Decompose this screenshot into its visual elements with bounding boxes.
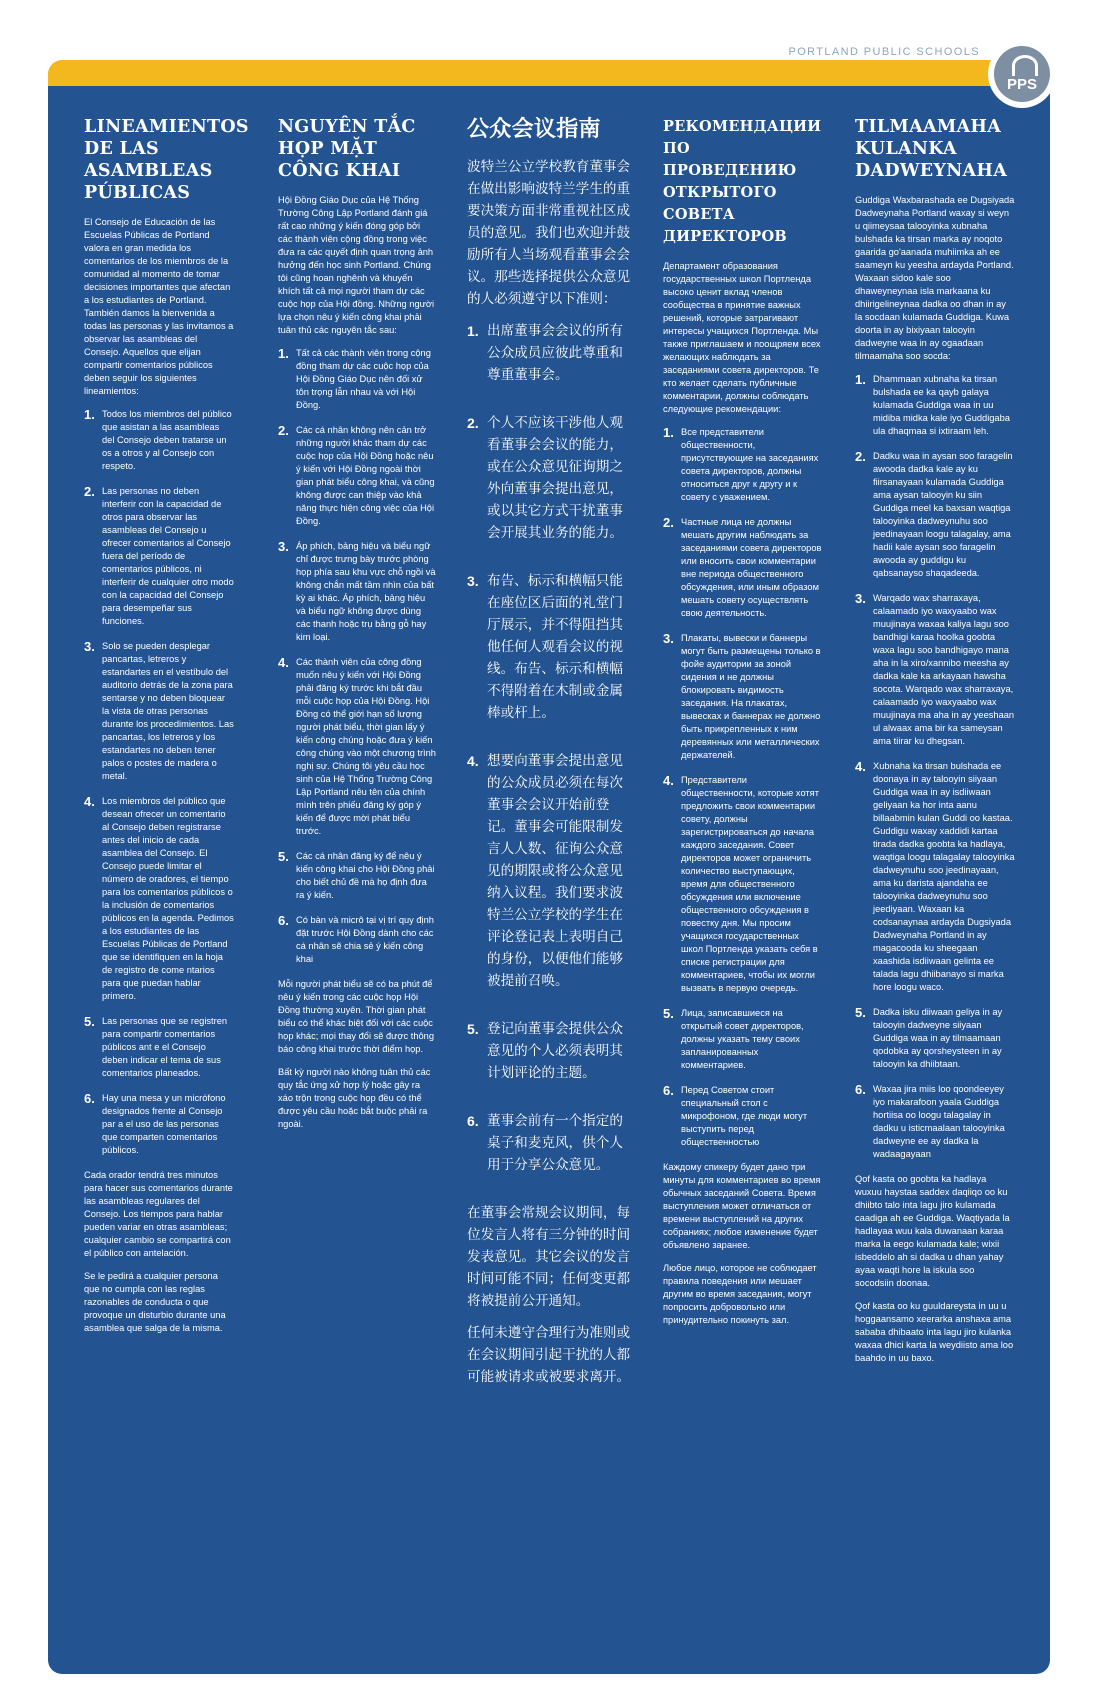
- rule-item: [663, 632, 823, 762]
- column-title: РЕКОМЕНДАЦИИ ПО ПРОВЕДЕНИЮ ОТКРЫТОГО СОВЕТА ДИРЕКТОРОВ: [663, 118, 822, 245]
- closing-paragraph: Qof kasta oo goobta ka hadlaya wuxuu haystaa saddex daqiiqo oo ku dhiibto talo inta lagu jiro kulamada caadiga ah ee Guddiga. Waqtiyada la hadlayaa wuu kala duwanaan karaa marka la eego kulamada kale; wixii isbeddelo ah si dadka u dhan yahay ayaa waqti hore la iskula soo socodsiin doonaa.: [855, 1174, 1010, 1288]
- rule-item: [663, 1084, 823, 1149]
- closing-paragraph: Каждому спикеру будет дано три минуты для комментариев во время обычных заседаний Совета. Время выступления может отличаться от времени выступлений на других собраниях; любое изменение будет объявлено заранее.: [663, 1162, 821, 1250]
- org-name: PORTLAND PUBLIC SCHOOLS: [788, 46, 980, 58]
- column-somali: [855, 116, 1015, 1375]
- logo-swirl-icon: [1012, 55, 1038, 76]
- rule-item: [84, 485, 234, 628]
- rule-item: [855, 450, 1015, 580]
- rule-text: Các thành viên của công đồng muốn nêu ý kiến với Hội Đồng phải đăng ký trước khi bắt đầu mỗi cuộc họp của Hội Đồng. Hội Đồng có thể giới hạn số lượng người phát biểu, thời gian lấy ý kiến công chúng hoặc đưa ý kiến công chúng vào một chương trình nghị sự. Chúng tôi yêu cầu học sinh của Hệ Thống Trường Công Lập Portland nêu tên của chính mình trên phiếu đăng ký góp ý kiến để được mời phát biểu trước.: [296, 657, 436, 836]
- column-title: NGUYÊN TẮC HỌP MẶT CÔNG KHAI: [278, 117, 416, 181]
- rule-text: Waxaa jira miis loo qoondeeyey iyo makarafoon yaala Guddiga hortiisa oo loogu talagalay in dadku u isticmaalaan talooyinka dadweyne ee ay dadka la wadaagayaan: [873, 1084, 1005, 1159]
- rule-item: [855, 1006, 1015, 1071]
- rule-text: Представители общественности, которые хотят предложить свои комментарии совету, должны зарегистрироваться до начала каждого заседания. Совет директоров может ограничить количество выступающих, время для общественного обсуждения или включение общественного обсуждения в повестку дня. Мы просим учащихся государственных школ Портленда указать себя в списке регистрации для комментариев, чтобы их могли вызвать в первую очередь.: [681, 775, 819, 993]
- rule-number: 1.: [663, 425, 674, 440]
- closing-paragraph: Qof kasta oo ku guuldareysta in uu u hoggaansamo xeerarka anshaxa ama sababa dhibaato inta lagu jiro kulanka waxaa dhici karta la weydiisto ama loo baahdo in uu baxo.: [855, 1301, 1014, 1363]
- rule-text: Все представители общественности, присутствующие на заседаниях совета директоров, должны относиться друг к другу и к совету с уважением.: [681, 427, 819, 502]
- rule-text: Tất cả các thành viên trong cộng đồng tham dự các cuộc họp của Hội Đồng Giáo Dục nên đối xử tôn trọng lẫn nhau và với Hội Đồng.: [296, 348, 431, 410]
- rule-number: 1.: [84, 407, 95, 422]
- rule-number: 1.: [467, 323, 479, 339]
- rule-text: Các cá nhân không nên cản trở những người khác tham dự các cuộc họp của Hội Đồng hoặc nêu ý kiến với Hội Đồng ngoài thời gian phát biểu công khai, và cũng không được can thiệp vào khả năng thực hiện công việc của Hội Đồng.: [296, 425, 435, 526]
- rule-item: [855, 373, 1015, 438]
- closing-paragraph: Bất kỳ người nào không tuân thủ các quy tắc ứng xử hợp lý hoặc gây ra xáo trộn trong cuộc họp đều có thể được yêu cầu hoặc bắt buộc phải ra ngoài.: [278, 1067, 431, 1129]
- rule-number: 5.: [84, 1014, 95, 1029]
- rule-item: [855, 760, 1015, 994]
- rule-text: 出席董事会会议的所有公众成员应彼此尊重和尊重董事会。: [487, 323, 623, 382]
- rule-number: 2.: [278, 423, 289, 438]
- logo-text: PPS: [1006, 76, 1037, 93]
- rule-item: [278, 347, 436, 412]
- rule-number: 1.: [855, 372, 866, 387]
- rules-list: [855, 373, 1015, 1161]
- rule-text: Hay una mesa y un micrófono designados frente al Consejo par a el uso de las personas que comparten comentarios públicos.: [102, 1093, 226, 1155]
- rule-text: Warqado wax sharraxaya, calaamado iyo waxyaabo wax muujinaya waxaa kaliya lagu soo bandhigi karaa hoolka goobta waxa lagu soo bandhigayo mana aha in la xiro/xannibo meesha ay dadka kale ka arkayaan hawsha socota. Warqado wax sharraxaya, calaamado iyo waxyaabo wax muujinaya ma aha in ay yeeshaan ul alwaax ama bir ka sameysan ama tiirar ku dhegsan.: [873, 593, 1015, 746]
- rule-number: 3.: [278, 539, 289, 554]
- rule-text: Перед Советом стоит специальный стол с микрофоном, где люди могут выступить перед общественностью: [681, 1085, 808, 1147]
- rule-text: Частные лица не должны мешать другим наблюдать за заседаниями совета директоров или вносить свои комментарии вне периода общественного обсуждения, или иным образом мешать совету осуществлять свою деятельность.: [681, 517, 822, 618]
- rule-text: Las personas que se registren para compartir comentarios públicos ant e el Consejo deben indicar el tema de sus comentarios planeados.: [102, 1016, 228, 1078]
- rule-item: [467, 412, 635, 544]
- pps-logo-mark: [994, 46, 1050, 102]
- rule-item: [467, 1110, 635, 1176]
- column-intro: 波特兰公立学校教育董事会在做出影响波特兰学生的重要决策方面非常重视社区成员的意见。我们也欢迎并鼓励所有人当场观看董事会会议。那些选择提供公众意见的人必须遵守以下准则：: [467, 159, 631, 306]
- rule-item: [663, 1007, 823, 1072]
- closing-paragraph: Mỗi người phát biểu sẽ có ba phút để nêu ý kiến trong các cuộc họp Hội Đồng thường xuyên. Thời gian phát biểu có thể khác biệt đối với các cuộc họp khác; mọi thay đổi sẽ được thông báo công khai trước thời điểm họp.: [278, 979, 434, 1054]
- rule-text: 登记向董事会提供公众意见的个人必须表明其计划评论的主题。: [487, 1021, 623, 1080]
- rule-text: Dadka isku diiwaan geliya in ay talooyin dadweyne siiyaan Guddiga waa in ay tilmaamaan qodobka ay qorsheysteen in ay talooyin ka dhiibtaan.: [873, 1007, 1003, 1069]
- column-intro: Guddiga Waxbarashada ee Dugsiyada Dadweynaha Portland waxay si weyn u qiimeysaa talooyinka xubnaha bulshada ka tirsan marka ay noqoto gaarida go'aanada muhiimka ah ee saameyn ku yeesha ardayda Portland. Waxaan sidoo kale soo dhaweyneynaa isla markaana ku dhiirigelineynaa dadka oo dhan in ay la socdaan kulamada Guddiga. Kuwa doorta in ay bixiyaan talooyin dadweyne waa in ay ogaadaan tilmaamaha soo socda:: [855, 195, 1015, 361]
- column-intro: El Consejo de Educación de las Escuelas Públicas de Portland valora en gran medida los comentarios de los miembros de la comunidad al momento de tomar decisiones importantes que afectan a los estudiantes de Portland. También damos la bienvenida a todas las personas y las invitamos a observar las asambleas del Consejo. Aquellos que elijan compartir comentarios públicos deben seguir los siguientes lineamientos:: [84, 217, 234, 396]
- rule-item: [855, 1083, 1015, 1161]
- rule-text: Solo se pueden desplegar pancartas, letreros y estandartes en el vestíbulo del auditorio detrás de la zona para sentarse y no deben bloquear la vista de otras personas durante los procedimientos. Las pancartas, los letreros y los estandartes no deben tener palos o postes de madera o metal.: [102, 641, 234, 781]
- column-russian: [663, 116, 823, 1337]
- rule-text: Плакаты, вывески и баннеры могут быть размещены только в фойе аудитории за зоной сидения и не должны блокировать видимость заседания. На плакатах, вывесках и баннерах не должно быть прикрепленных к ним деревянных или металлических держателей.: [681, 633, 821, 760]
- rule-text: Áp phích, bảng hiệu và biểu ngữ chỉ được trưng bày trước phòng họp phía sau khu vực chỗ ngồi và không chắn mất tầm nhìn của bất kỳ ai khác. Áp phích, bảng hiệu và biểu ngữ không được dùng các thanh hoặc trụ bằng gỗ hay kim loại.: [296, 541, 436, 642]
- pps-logo: [990, 42, 1054, 106]
- rule-number: 3.: [467, 573, 479, 589]
- column-title: TILMAAMAHA KULANKA DADWEYNAHA: [855, 117, 1008, 181]
- rule-number: 2.: [855, 449, 866, 464]
- rule-number: 5.: [855, 1005, 866, 1020]
- rule-number: 6.: [855, 1082, 866, 1097]
- rule-number: 6.: [278, 913, 289, 928]
- rule-item: [84, 1015, 234, 1080]
- rule-item: [663, 516, 823, 620]
- rule-item: [278, 656, 436, 838]
- rule-number: 4.: [855, 759, 866, 774]
- rule-text: Лица, записавшиеся на открытый совет директоров, должны указать тему своих запланированных комментариев.: [681, 1008, 804, 1070]
- rule-item: [278, 424, 436, 528]
- rule-number: 3.: [663, 631, 674, 646]
- rule-text: Dadku waa in aysan soo faragelin awooda dadka kale ay ku fiirsanayaan kulamada Guddiga ama aysan talooyin ku siin Guddiga meel ka baxsan waqtiga talooyinka dadweynuhu soo jeedinayaan loogu talagalay, ama hadii kale aysan soo faragelin awooda ay guddigu ku qabsanayso shaqadeeda.: [873, 451, 1013, 578]
- rule-item: [467, 1018, 635, 1084]
- rule-text: 布告、标示和横幅只能在座位区后面的礼堂门厅展示，并不得阻挡其他任何人观看会议的视线。布告、标示和横幅不得附着在木制或金属棒或杆上。: [487, 573, 623, 720]
- rule-item: [467, 320, 635, 386]
- column-title: 公众会议指南: [467, 117, 601, 142]
- rules-list: [278, 347, 436, 966]
- closing-paragraph: 任何未遵守合理行为准则或在会议期间引起干扰的人都可能被请求或被要求离开。: [467, 1325, 631, 1384]
- rule-item: [84, 640, 234, 783]
- rule-item: [663, 774, 823, 995]
- rule-item: [84, 408, 234, 473]
- rule-number: 2.: [84, 484, 95, 499]
- accent-bar: [48, 60, 1050, 88]
- rule-number: 5.: [278, 849, 289, 864]
- rule-number: 6.: [467, 1113, 479, 1129]
- column-chinese: [467, 116, 635, 1398]
- rule-number: 3.: [855, 591, 866, 606]
- rule-number: 6.: [84, 1091, 95, 1106]
- rules-list: [84, 408, 234, 1157]
- rule-text: 董事会前有一个指定的桌子和麦克风，供个人用于分享公众意见。: [487, 1113, 623, 1172]
- rule-item: [467, 570, 635, 724]
- rule-item: [855, 592, 1015, 748]
- rule-text: Xubnaha ka tirsan bulshada ee doonaya in ay talooyin siiyaan Guddiga waa in ay isdiiwaan geliyaan ka hor inta aanu billaabmin kulan Guddi oo kastaa. Guddigu waxay xaddidi kartaa tirada dadka goobta ka hadlaya, waqtiga loogu talagalay talooyinka dadweynuhu soo jeedinayaan, ama ku darista ajandaha ee talooyinka dadweynuhu soo jeediyaan. Waxaan ka codsanaynaa ardayda Dugsiyada Dadweynaha Portland in ay magacooda ku sheegaan xaashida isdiiwaan gelinta ee talada lagu dhiibanayo si marka hore loogu waco.: [873, 761, 1015, 992]
- rule-item: [663, 426, 823, 504]
- rules-list: [467, 320, 635, 1176]
- closing-paragraph: Любое лицо, которое не соблюдает правила поведения или мешает другим во время заседания, могут попросить добровольно или принудительно покинуть зал.: [663, 1263, 817, 1325]
- closing-paragraph: Cada orador tendrá tres minutos para hacer sus comentarios durante las asambleas regulares del Consejo. Los tiempos para hablar pueden variar en otras asambleas; cualquier cambio se compartirá con el público con antelación.: [84, 1170, 233, 1258]
- rule-item: [278, 850, 436, 902]
- rule-number: 1.: [278, 346, 289, 361]
- rule-number: 5.: [467, 1021, 479, 1037]
- column-intro: Hội Đồng Giáo Dục của Hệ Thống Trường Công Lập Portland đánh giá rất cao những ý kiến đóng góp bởi các thành viên cộng đồng trong việc đưa ra các quyết định quan trọng ảnh hưởng đến học sinh Portland. Chúng tôi cũng hoan nghênh và khuyến khích tất cả mọi người tham dự các cuộc họp của Hội đồng. Những người lựa chọn nêu ý kiến công khai phải tuân thủ các nguyên tắc sau:: [278, 195, 435, 335]
- rule-number: 3.: [84, 639, 95, 654]
- rule-item: [84, 1092, 234, 1157]
- column-intro: Департамент образования государственных школ Портленда высоко ценит вклад членов сообщества в принятие важных решений, которые затрагивают интересы учащихся Портленда. Мы также приглашаем и поощряем всех желающих наблюдать за заседаниями совета директоров. Те кто желает сделать публичные комментарии, должны соблюдать следующие рекомендации:: [663, 261, 821, 414]
- rule-item: [467, 750, 635, 992]
- column-vietnamese: [278, 116, 436, 1141]
- rule-item: [278, 540, 436, 644]
- rule-number: 5.: [663, 1006, 674, 1021]
- rule-text: Los miembros del público que desean ofrecer un comentario al Consejo deben registrarse antes del inicio de cada asamblea del Consejo. El Consejo puede limitar el número de oradores, el tiempo para los comentarios públicos o la inclusión de comentarios públicos en la agenda. Pedimos a los estudiantes de las Escuelas Públicas de Portland que se identifiquen en la hoja de registro de come ntarios para que puedan hablar primero.: [102, 796, 234, 1001]
- column-spanish: [84, 116, 249, 1345]
- rule-number: 2.: [663, 515, 674, 530]
- rule-number: 4.: [663, 773, 674, 788]
- rules-list: [663, 426, 823, 1149]
- column-title: LINEAMIENTOS DE LAS ASAMBLEAS PÚBLICAS: [84, 117, 249, 203]
- rule-text: Có bàn và micrô tại vị trí quy định đặt trước Hội Đồng dành cho các cá nhân sẽ chia sẻ ý kiến công khai: [296, 915, 434, 964]
- rule-text: Las personas no deben interferir con la capacidad de otros para observar las asambleas del Consejo u ofrecer comentarios al Consejo fuera del período de comentarios públicos, ni interferir de cualquier otro modo con la capacidad del Consejo para desempeñar sus funciones.: [102, 486, 234, 626]
- rule-number: 4.: [467, 753, 479, 769]
- rule-item: [84, 795, 234, 1003]
- rule-number: 6.: [663, 1083, 674, 1098]
- closing-paragraph: 在董事会常规会议期间，每位发言人将有三分钟的时间发表意见。其它会议的发言时间可能不同；任何变更都将被提前公开通知。: [467, 1205, 631, 1308]
- rule-text: 想要向董事会提出意见的公众成员必须在每次董事会会议开始前登记。董事会可能限制发言人人数、征询公众意见的期限或将公众意见纳入议程。我们要求波特兰公立学校的学生在评论登记表上表明自己的身份，以便他们能够被提前召唤。: [487, 753, 623, 988]
- rule-number: 4.: [84, 794, 95, 809]
- rule-text: Todos los miembros del público que asistan a las asambleas del Consejo deben tratarse un os a otros y al Consejo con respeto.: [102, 409, 232, 471]
- rule-text: Các cá nhân đăng ký để nêu ý kiến công khai cho Hội Đồng phải cho biết chủ đề mà họ định đưa ra ý kiến.: [296, 851, 435, 900]
- closing-paragraph: Se le pedirá a cualquier persona que no cumpla con las reglas razonables de conducta o que provoque un disturbio durante una asamblea que salga de la misma.: [84, 1271, 226, 1333]
- rule-text: 个人不应该干涉他人观看董事会会议的能力，或在公众意见征询期之外向董事会提出意见，或以其它方式干扰董事会开展其业务的能力。: [487, 415, 623, 540]
- rule-number: 2.: [467, 415, 479, 431]
- rule-text: Dhammaan xubnaha ka tirsan bulshada ee ka qayb galaya kulamada Guddiga waa in uu midiba midka kale iyo Guddigaba ula dhaqmaa si ixtiraam leh.: [873, 374, 1010, 436]
- rule-number: 4.: [278, 655, 289, 670]
- rule-item: [278, 914, 436, 966]
